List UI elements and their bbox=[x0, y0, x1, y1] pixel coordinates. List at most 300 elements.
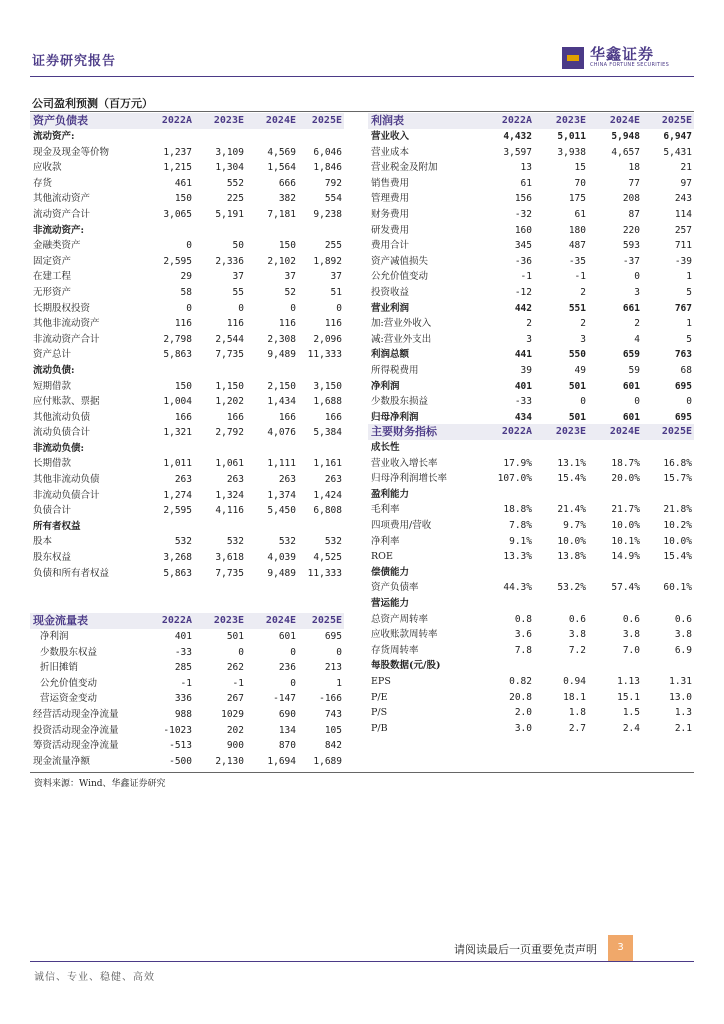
table-row bbox=[30, 441, 344, 457]
table-row bbox=[368, 254, 694, 270]
cell-value bbox=[142, 519, 194, 535]
table-row bbox=[368, 627, 694, 643]
cell-value: -37 bbox=[622, 255, 640, 267]
cell-value: 116 bbox=[226, 318, 244, 330]
footer-slogan: 诚信、专业、稳健、高效 bbox=[34, 972, 155, 983]
table-row bbox=[368, 394, 694, 410]
row-label: 其他流动资产 bbox=[33, 193, 91, 205]
table-row bbox=[30, 534, 344, 550]
company-logo bbox=[562, 46, 669, 69]
cell-value: 601 bbox=[622, 380, 640, 392]
cell-value: 1.3 bbox=[674, 707, 692, 719]
row-label: 净利率 bbox=[371, 535, 400, 547]
cell-value: 4,116 bbox=[215, 505, 244, 517]
cell-value bbox=[194, 441, 246, 457]
cell-value: -12 bbox=[514, 286, 532, 298]
cell-value: 13 bbox=[520, 162, 532, 174]
cell-value bbox=[142, 441, 194, 457]
row-label: ROE bbox=[371, 551, 393, 563]
table-row bbox=[368, 456, 694, 472]
cell-value: 60.1% bbox=[663, 582, 692, 594]
section-divider bbox=[30, 111, 694, 112]
cell-value bbox=[194, 129, 246, 145]
cell-value: 1,061 bbox=[215, 458, 244, 470]
row-label: 费用合计 bbox=[371, 240, 410, 252]
cell-value: 114 bbox=[674, 208, 692, 220]
cell-value: 550 bbox=[568, 349, 586, 361]
cell-value: 16.8% bbox=[663, 457, 692, 469]
row-label: 营业利润 bbox=[371, 302, 410, 314]
row-label: 长期股权投资 bbox=[33, 302, 91, 314]
row-label: 营业收入 bbox=[371, 131, 410, 142]
cell-value: -513 bbox=[169, 740, 192, 752]
cell-value: 0.6 bbox=[568, 613, 586, 625]
column-header: 2024E bbox=[246, 613, 298, 629]
cell-value: 15.4% bbox=[557, 473, 586, 485]
table-row bbox=[30, 316, 344, 332]
cell-value bbox=[478, 596, 534, 612]
table-row bbox=[30, 503, 344, 519]
cell-value: 150 bbox=[174, 193, 192, 205]
cell-value: 7.2 bbox=[568, 644, 586, 656]
cell-value: 2,792 bbox=[215, 427, 244, 439]
column-header: 2024E bbox=[588, 113, 642, 129]
cell-value: 666 bbox=[278, 177, 296, 189]
cell-value: 2.7 bbox=[568, 722, 586, 734]
cash-flow-header bbox=[30, 613, 344, 629]
balance-sheet-table bbox=[30, 113, 344, 581]
cell-value: 1,150 bbox=[215, 380, 244, 392]
cell-value: 6.9 bbox=[674, 644, 692, 656]
cell-value: 49 bbox=[574, 364, 586, 376]
cell-value: 166 bbox=[226, 411, 244, 423]
financial-ratios-header bbox=[368, 424, 694, 440]
section-title: 公司盈利预测（百万元） bbox=[32, 97, 153, 110]
cell-value: 116 bbox=[174, 318, 192, 330]
cell-value: 10.1% bbox=[611, 535, 640, 547]
column-header: 2022A bbox=[142, 613, 194, 629]
cell-value: 52 bbox=[284, 286, 296, 298]
cell-value: 1,694 bbox=[267, 755, 296, 767]
cell-value bbox=[642, 440, 694, 456]
cell-value: 4,525 bbox=[313, 552, 342, 564]
cell-value: 1 bbox=[686, 271, 692, 283]
table-row bbox=[30, 645, 344, 661]
table-row bbox=[30, 707, 344, 723]
table-row bbox=[368, 316, 694, 332]
cell-value: 107.0% bbox=[497, 473, 532, 485]
cell-value: 1,304 bbox=[215, 162, 244, 174]
cell-value: 3.8 bbox=[674, 629, 692, 641]
cell-value: 134 bbox=[278, 724, 296, 736]
cell-value: 1,215 bbox=[163, 162, 192, 174]
cell-value: 3.6 bbox=[514, 629, 532, 641]
table-row bbox=[368, 191, 694, 207]
row-label: 营业收入增长率 bbox=[371, 457, 438, 469]
cell-value: 225 bbox=[226, 193, 244, 205]
cell-value: 1,161 bbox=[313, 458, 342, 470]
cell-value bbox=[246, 363, 298, 379]
row-label: 四项费用/营收 bbox=[371, 519, 432, 531]
cell-value: 59 bbox=[628, 364, 640, 376]
row-label: 流动负债: bbox=[33, 364, 75, 376]
cell-value bbox=[534, 596, 588, 612]
cell-value bbox=[142, 363, 194, 379]
cell-value: 0 bbox=[186, 302, 192, 314]
cell-value: 263 bbox=[226, 474, 244, 486]
cell-value: 77 bbox=[628, 177, 640, 189]
cell-value: 593 bbox=[622, 240, 640, 252]
cell-value: 166 bbox=[278, 411, 296, 423]
balance-sheet-title: 资产负债表 bbox=[30, 113, 142, 129]
cell-value: 2 bbox=[580, 286, 586, 298]
cell-value: 263 bbox=[324, 474, 342, 486]
cell-value: 4,569 bbox=[267, 146, 296, 158]
cell-value: 55 bbox=[232, 286, 244, 298]
table-row bbox=[368, 207, 694, 223]
cell-value: 267 bbox=[226, 693, 244, 705]
cell-value: 2,096 bbox=[313, 333, 342, 345]
cell-value: 116 bbox=[278, 318, 296, 330]
table-row bbox=[368, 471, 694, 487]
cell-value: 401 bbox=[514, 380, 532, 392]
cell-value bbox=[642, 487, 694, 503]
cell-value: 20.8 bbox=[509, 691, 532, 703]
row-label: EPS bbox=[371, 675, 391, 687]
cell-value: 5,384 bbox=[313, 427, 342, 439]
cell-value: 767 bbox=[674, 302, 692, 314]
cell-value: 285 bbox=[174, 662, 192, 674]
row-label: 负债合计 bbox=[33, 505, 72, 517]
table-row bbox=[368, 534, 694, 550]
cell-value: 552 bbox=[226, 177, 244, 189]
cell-value: 763 bbox=[674, 349, 692, 361]
row-label: 偿债能力 bbox=[371, 566, 410, 578]
cell-value: 3,268 bbox=[163, 552, 192, 564]
cell-value: 39 bbox=[520, 364, 532, 376]
table-row bbox=[30, 550, 344, 566]
row-label: 减:营业外支出 bbox=[371, 333, 432, 345]
row-label: 加:营业外收入 bbox=[371, 318, 432, 330]
cell-value: 6,046 bbox=[313, 146, 342, 158]
cell-value: 21.4% bbox=[557, 504, 586, 516]
cell-value: 0.94 bbox=[563, 675, 586, 687]
cell-value: 461 bbox=[174, 177, 192, 189]
cell-value: 501 bbox=[226, 631, 244, 642]
table-row bbox=[368, 565, 694, 581]
cell-value: 1,111 bbox=[267, 458, 296, 470]
cell-value bbox=[298, 441, 344, 457]
cell-value: 0 bbox=[686, 396, 692, 408]
table-row bbox=[368, 721, 694, 737]
cell-value: 487 bbox=[568, 240, 586, 252]
table-row bbox=[30, 363, 344, 379]
column-header: 2022A bbox=[478, 113, 534, 129]
cell-value: 2.1 bbox=[674, 722, 692, 734]
table-row bbox=[368, 332, 694, 348]
cell-value bbox=[298, 129, 344, 145]
cell-value bbox=[642, 596, 694, 612]
table-row bbox=[368, 363, 694, 379]
cell-value: 2 bbox=[526, 318, 532, 330]
cell-value bbox=[534, 565, 588, 581]
cell-value: 441 bbox=[514, 349, 532, 361]
table-row bbox=[368, 643, 694, 659]
cell-value bbox=[298, 519, 344, 535]
cell-value: 2,150 bbox=[267, 380, 296, 392]
column-header: 2023E bbox=[194, 113, 246, 129]
cell-value: 1,434 bbox=[267, 396, 296, 408]
cell-value: 18 bbox=[628, 162, 640, 174]
cell-value: 15.1 bbox=[617, 691, 640, 703]
cell-value: 13.3% bbox=[503, 551, 532, 563]
cell-value: 44.3% bbox=[503, 582, 532, 594]
cell-value bbox=[246, 519, 298, 535]
cell-value: 3,109 bbox=[215, 146, 244, 158]
cell-value: 0 bbox=[290, 677, 296, 689]
cell-value: 2,336 bbox=[215, 255, 244, 267]
cell-value bbox=[534, 440, 588, 456]
table-row bbox=[368, 674, 694, 690]
cell-value: 2,130 bbox=[215, 755, 244, 767]
cell-value: 601 bbox=[278, 631, 296, 642]
row-label: 应付账款、票据 bbox=[33, 396, 100, 408]
row-label: 流动资产: bbox=[33, 131, 75, 142]
cell-value: 6,808 bbox=[313, 505, 342, 517]
balance-sheet-header bbox=[30, 113, 344, 129]
cell-value: 695 bbox=[324, 631, 342, 642]
cell-value: 4,076 bbox=[267, 427, 296, 439]
cell-value: 7.8 bbox=[514, 644, 532, 656]
logo-text-en: CHINA FORTUNE SECURITIES bbox=[590, 62, 670, 68]
cell-value: 1,324 bbox=[215, 489, 244, 501]
cell-value bbox=[142, 223, 194, 239]
cell-value: 0 bbox=[290, 646, 296, 658]
cell-value: 743 bbox=[324, 708, 342, 720]
cell-value bbox=[478, 658, 534, 674]
cell-value: 434 bbox=[514, 411, 532, 423]
cell-value: 4 bbox=[634, 333, 640, 345]
row-label: 流动负债合计 bbox=[33, 427, 91, 439]
cell-value: 601 bbox=[622, 411, 640, 423]
table-bottom-divider bbox=[30, 772, 694, 773]
cell-value: 1,689 bbox=[313, 755, 342, 767]
cell-value: 5 bbox=[686, 286, 692, 298]
cell-value: 532 bbox=[226, 536, 244, 548]
row-label: 销售费用 bbox=[371, 177, 410, 189]
cell-value: 3 bbox=[634, 286, 640, 298]
cell-value: 11,333 bbox=[307, 349, 342, 361]
cell-value: -32 bbox=[514, 208, 532, 220]
cell-value: 17.9% bbox=[503, 457, 532, 469]
cell-value: 1.5 bbox=[622, 707, 640, 719]
cell-value: 61 bbox=[574, 208, 586, 220]
row-label: 短期借款 bbox=[33, 380, 72, 392]
column-header: 2023E bbox=[534, 424, 588, 440]
cell-value: -147 bbox=[273, 693, 296, 705]
cell-value bbox=[642, 565, 694, 581]
row-label: 非流动负债合计 bbox=[33, 489, 100, 501]
cell-value: 532 bbox=[278, 536, 296, 548]
cell-value bbox=[194, 363, 246, 379]
cell-value: 13.0 bbox=[669, 691, 692, 703]
cell-value: 18.1 bbox=[563, 691, 586, 703]
cell-value: 18.7% bbox=[611, 457, 640, 469]
cell-value: 21.7% bbox=[611, 504, 640, 516]
table-row bbox=[368, 176, 694, 192]
cell-value: 1029 bbox=[221, 708, 244, 720]
cell-value: 10.0% bbox=[611, 519, 640, 531]
cell-value: 7.0 bbox=[622, 644, 640, 656]
cell-value: 15.7% bbox=[663, 473, 692, 485]
cell-value: -1 bbox=[180, 677, 192, 689]
cell-value: 5,450 bbox=[267, 505, 296, 517]
table-row bbox=[30, 738, 344, 754]
cell-value: -1 bbox=[520, 271, 532, 283]
cell-value: 9,238 bbox=[313, 208, 342, 220]
cell-value: 202 bbox=[226, 724, 244, 736]
row-label: 金融类资产 bbox=[33, 240, 81, 252]
cell-value: 0 bbox=[634, 396, 640, 408]
page-number: 3 bbox=[608, 935, 633, 961]
table-row bbox=[30, 160, 344, 176]
row-label: 非流动资产合计 bbox=[33, 333, 100, 345]
table-row bbox=[368, 502, 694, 518]
row-label: 资产减值损失 bbox=[371, 255, 429, 267]
row-label: 存货 bbox=[33, 177, 53, 189]
cell-value bbox=[194, 223, 246, 239]
row-label: 资产总计 bbox=[33, 349, 72, 361]
cell-value: 13.8% bbox=[557, 551, 586, 563]
row-label: 归母净利润增长率 bbox=[371, 473, 448, 485]
cell-value: 87 bbox=[628, 208, 640, 220]
cell-value: 37 bbox=[284, 271, 296, 283]
row-label: 毛利率 bbox=[371, 504, 400, 516]
cell-value: 14.9% bbox=[611, 551, 640, 563]
cell-value bbox=[246, 223, 298, 239]
row-label: 筹资活动现金净流量 bbox=[33, 740, 119, 752]
cell-value: 3 bbox=[580, 333, 586, 345]
cell-value: 0 bbox=[238, 302, 244, 314]
table-row bbox=[30, 472, 344, 488]
cell-value: 5,863 bbox=[163, 567, 192, 579]
table-row bbox=[368, 440, 694, 456]
cell-value: 257 bbox=[674, 224, 692, 236]
cell-value: 15 bbox=[574, 162, 586, 174]
row-label: 非流动资产: bbox=[33, 224, 85, 236]
table-row bbox=[368, 549, 694, 565]
cell-value: 532 bbox=[324, 536, 342, 548]
column-header: 2024E bbox=[246, 113, 298, 129]
column-header: 2022A bbox=[142, 113, 194, 129]
cell-value: 2.0 bbox=[514, 707, 532, 719]
cell-value: 70 bbox=[574, 177, 586, 189]
row-label: 每股数据(元/股) bbox=[371, 660, 441, 672]
cell-value: 900 bbox=[226, 740, 244, 752]
cell-value: 175 bbox=[568, 193, 586, 205]
cell-value: 29 bbox=[180, 271, 192, 283]
header-divider bbox=[30, 76, 694, 77]
table-row bbox=[30, 676, 344, 692]
table-row bbox=[368, 379, 694, 395]
cell-value bbox=[194, 519, 246, 535]
row-label: 总资产周转率 bbox=[371, 613, 429, 625]
column-header: 2023E bbox=[534, 113, 588, 129]
cell-value: 661 bbox=[622, 302, 640, 314]
cell-value: 37 bbox=[232, 271, 244, 283]
cell-value: 1,374 bbox=[267, 489, 296, 501]
disclaimer-link[interactable]: 请阅读最后一页重要免责声明 bbox=[454, 943, 597, 956]
table-row bbox=[30, 145, 344, 161]
cell-value: 166 bbox=[174, 411, 192, 423]
cell-value: 401 bbox=[174, 631, 192, 642]
table-row bbox=[30, 223, 344, 239]
cell-value: 2.4 bbox=[622, 722, 640, 734]
cell-value: 160 bbox=[514, 224, 532, 236]
cell-value: 263 bbox=[174, 474, 192, 486]
row-label: 净利润 bbox=[371, 380, 400, 392]
row-label: 资产负债率 bbox=[371, 582, 419, 594]
cell-value: 150 bbox=[174, 380, 192, 392]
income-statement-title: 利润表 bbox=[368, 113, 478, 129]
cell-value: 4,432 bbox=[503, 131, 532, 142]
cell-value: -36 bbox=[514, 255, 532, 267]
table-row bbox=[368, 705, 694, 721]
cell-value: 180 bbox=[568, 224, 586, 236]
cell-value: 61 bbox=[520, 177, 532, 189]
financial-ratios-title: 主要财务指标 bbox=[368, 424, 478, 440]
cell-value: 2 bbox=[634, 318, 640, 330]
cell-value: 0 bbox=[634, 271, 640, 283]
row-label: 现金及现金等价物 bbox=[33, 146, 110, 158]
table-row bbox=[30, 129, 344, 145]
cell-value: 18.8% bbox=[503, 504, 532, 516]
row-label: 存货周转率 bbox=[371, 644, 419, 656]
table-row bbox=[30, 176, 344, 192]
table-row bbox=[30, 301, 344, 317]
cell-value: 554 bbox=[324, 193, 342, 205]
column-header: 2025E bbox=[298, 613, 344, 629]
table-row bbox=[30, 488, 344, 504]
cell-value: 4,039 bbox=[267, 552, 296, 564]
cell-value: 442 bbox=[514, 302, 532, 314]
row-label: 投资收益 bbox=[371, 286, 410, 298]
cell-value: 0.8 bbox=[514, 613, 532, 625]
cell-value: 0 bbox=[186, 240, 192, 252]
cell-value: 0.6 bbox=[622, 613, 640, 625]
row-label: 营运能力 bbox=[371, 597, 410, 609]
cell-value: 2,595 bbox=[163, 255, 192, 267]
row-label: P/S bbox=[371, 707, 388, 719]
row-label: 盈利能力 bbox=[371, 488, 410, 500]
column-header: 2023E bbox=[194, 613, 246, 629]
cell-value: 3,938 bbox=[557, 146, 586, 158]
cell-value: 501 bbox=[568, 411, 586, 423]
source-note: 资料来源：Wind、华鑫证券研究 bbox=[34, 779, 166, 789]
cell-value: 3,065 bbox=[163, 208, 192, 220]
cell-value: 150 bbox=[278, 240, 296, 252]
cell-value: 7.8% bbox=[509, 519, 532, 531]
cell-value: 3 bbox=[526, 333, 532, 345]
cell-value: 1,321 bbox=[163, 427, 192, 439]
table-row bbox=[30, 691, 344, 707]
footer-divider bbox=[30, 961, 694, 962]
cell-value: 5,011 bbox=[557, 131, 586, 142]
cell-value: 15.4% bbox=[663, 551, 692, 563]
table-row bbox=[30, 660, 344, 676]
table-row bbox=[368, 596, 694, 612]
cell-value: 695 bbox=[674, 380, 692, 392]
